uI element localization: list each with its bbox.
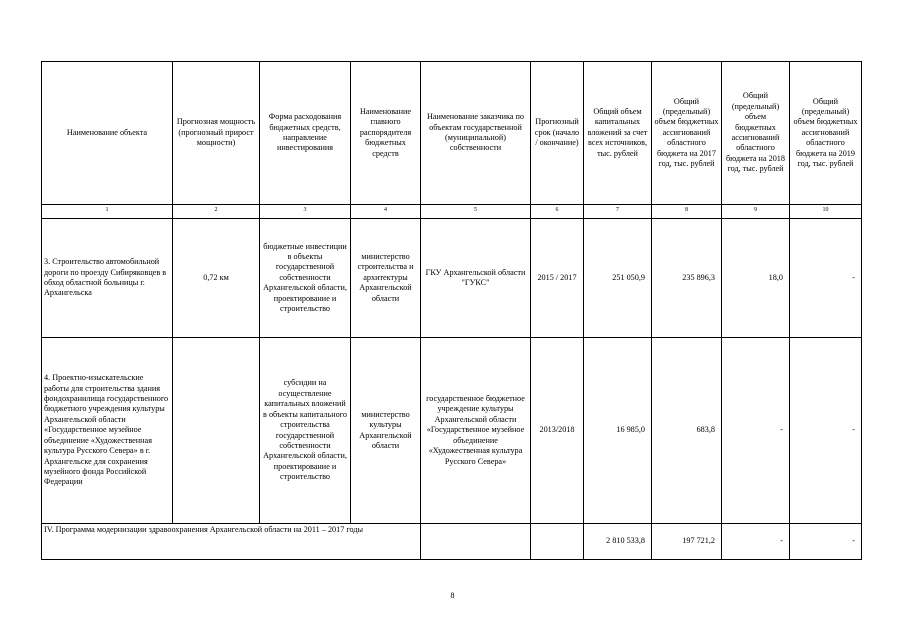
header-customer: Наименование заказчика по объектам государственной (муниципальной) собственности	[421, 62, 531, 205]
budget-2017-cell: 683,8	[652, 338, 722, 524]
column-number: 3	[260, 205, 351, 219]
budget-table	[41, 61, 862, 560]
column-number: 6	[531, 205, 584, 219]
spending-form-cell: бюджетные инвестиции в объекты государственной собственности Архангельской области, проектирование и строительство	[260, 219, 351, 338]
column-number: 7	[584, 205, 652, 219]
customer-cell: ГКУ Архангельской области "ГУКС"	[421, 219, 531, 338]
object-name-cell: 4. Проектно-изыскательские работы для строительства здания фондохранилища государственного бюджетного учреждения культуры Архангельской области «Государственное музейное объединение «Художественная культура Русского Севера» в г. Архангельске для сохранения музейного фонда Российской Федерации	[42, 338, 173, 524]
header-object-name: Наименование объекта	[42, 62, 173, 205]
table-row	[42, 338, 862, 524]
header-spending-form: Форма расходования бюджетных средств, направление инвестирования	[260, 62, 351, 205]
empty-cell	[531, 524, 584, 560]
budget-manager-cell: министерство культуры Архангельской области	[351, 338, 421, 524]
column-number: 5	[421, 205, 531, 219]
header-budget-2017: Общий (предельный) объем бюджетных ассигнований областного бюджета на 2017 год, тыс. рублей	[652, 62, 722, 205]
header-term: Прогнозный срок (начало / окончание)	[531, 62, 584, 205]
header-budget-2018: Общий (предельный) объем бюджетных ассигнований областного бюджета на 2018 год, тыс. рублей	[722, 62, 790, 205]
program-title-cell: IV. Программа модернизации здравоохранения Архангельской области на 2011 – 2017 годы	[42, 524, 421, 560]
capacity-cell: 0,72 км	[173, 219, 260, 338]
budget-2019-cell: -	[790, 338, 862, 524]
budget-2017-cell: 235 896,3	[652, 219, 722, 338]
table-row	[42, 219, 862, 338]
column-number-row	[42, 205, 862, 219]
header-capacity: Прогнозная мощность (прогнозный прирост мощности)	[173, 62, 260, 205]
total-investment-cell: 251 050,9	[584, 219, 652, 338]
column-number: 9	[722, 205, 790, 219]
column-number: 8	[652, 205, 722, 219]
budget-2019-cell: -	[790, 219, 862, 338]
header-budget-manager: Наименование главного распорядителя бюджетных средств	[351, 62, 421, 205]
header-total-investment: Общий объем капитальных вложений за счет всех источников, тыс. рублей	[584, 62, 652, 205]
total-investment-cell: 16 985,0	[584, 338, 652, 524]
customer-cell: государственное бюджетное учреждение культуры Архангельской области «Государственное музейное объединение «Художественная культура Русского Севера»	[421, 338, 531, 524]
object-name-cell: 3. Строительство автомобильной дороги по проезду Сибиряковцев в обход областной больницы г. Архангельска	[42, 219, 173, 338]
column-number: 2	[173, 205, 260, 219]
capacity-cell	[173, 338, 260, 524]
header-budget-2019: Общий (предельный) объем бюджетных ассигнований областного бюджета на 2019 год, тыс. рублей	[790, 62, 862, 205]
term-cell: 2013/2018	[531, 338, 584, 524]
program-budget-2019-cell: -	[790, 524, 862, 560]
budget-2018-cell: -	[722, 338, 790, 524]
program-budget-2017-cell: 197 721,2	[652, 524, 722, 560]
term-cell: 2015 / 2017	[531, 219, 584, 338]
budget-2018-cell: 18,0	[722, 219, 790, 338]
empty-cell	[421, 524, 531, 560]
spending-form-cell: субсидии на осуществление капитальных вложений в объекты капитального строительства государственной собственности Архангельской области, проектирование и строительство	[260, 338, 351, 524]
column-number: 4	[351, 205, 421, 219]
column-number: 10	[790, 205, 862, 219]
program-budget-2018-cell: -	[722, 524, 790, 560]
program-total-cell: 2 810 533,8	[584, 524, 652, 560]
program-row	[42, 524, 862, 560]
budget-manager-cell: министерство строительства и архитектуры Архангельской области	[351, 219, 421, 338]
page-number: 8	[450, 591, 455, 600]
column-number: 1	[42, 205, 173, 219]
header-row	[42, 62, 862, 205]
